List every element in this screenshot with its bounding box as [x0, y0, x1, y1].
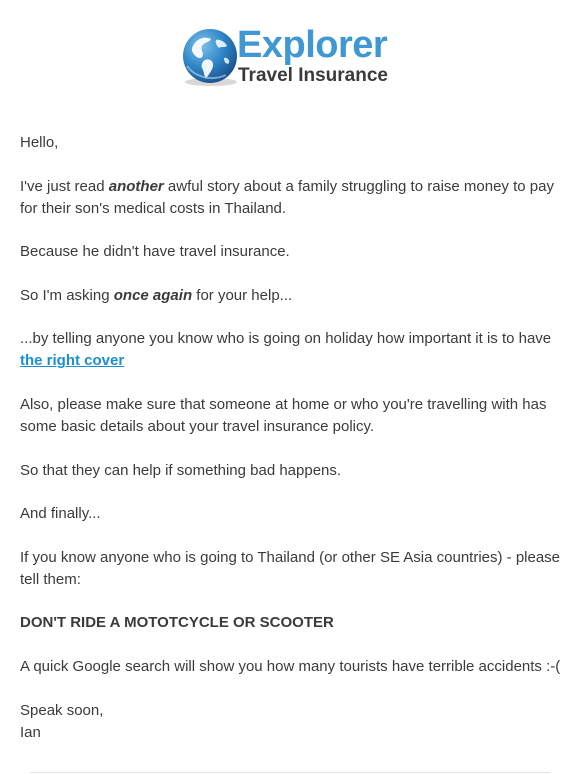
paragraph-story [20, 176, 565, 220]
divider [30, 772, 550, 773]
paragraph-asking [20, 285, 565, 307]
signoff [20, 700, 565, 744]
paragraph-telling [20, 328, 565, 372]
greeting: Hello, [20, 134, 59, 151]
brand-name-travel-insurance: Travel Insurance [238, 65, 388, 86]
paragraph-text: So I'm asking [20, 286, 114, 304]
emphasis-another: another [108, 177, 164, 195]
paragraph-google: A quick Google search will show you how many tourists have terrible accidents :-( [20, 657, 561, 675]
paragraph-finally: And finally... [20, 505, 101, 523]
paragraph-text: ...by telling anyone you know who is going on holiday how important it is to have [20, 330, 552, 348]
paragraph-text: for your help... [192, 286, 293, 304]
paragraph-text: awful story about a family struggling to raise money to pay for their son's medical costs in Thailand. [20, 177, 554, 217]
paragraph-no-insurance: Because he didn't have travel insurance. [20, 243, 290, 261]
warning-heading [20, 612, 565, 634]
paragraph-help: So that they can help if something bad happens. [20, 461, 342, 479]
paragraph-text: I've just read [20, 177, 109, 195]
emphasis-once-again: once again [113, 286, 193, 304]
warning-text: DON'T RIDE A MOTOTCYCLE OR SCOOTER [20, 614, 334, 632]
paragraph-thailand: If you know anyone who is going to Thailand (or other SE Asia countries) - please tell them: [20, 548, 561, 588]
right-cover-link[interactable]: the right cover [20, 352, 125, 370]
signoff-text: Speak soon, [20, 701, 104, 719]
globe-icon [180, 26, 240, 88]
signature: Ian [20, 723, 41, 741]
email-body [20, 132, 565, 765]
brand-name-explorer: Explorer [237, 24, 388, 66]
brand-logo[interactable] [180, 26, 410, 90]
paragraph-policy-details: Also, please make sure that someone at home or who you're travelling with has some basic details about your travel insurance policy. [20, 395, 547, 435]
